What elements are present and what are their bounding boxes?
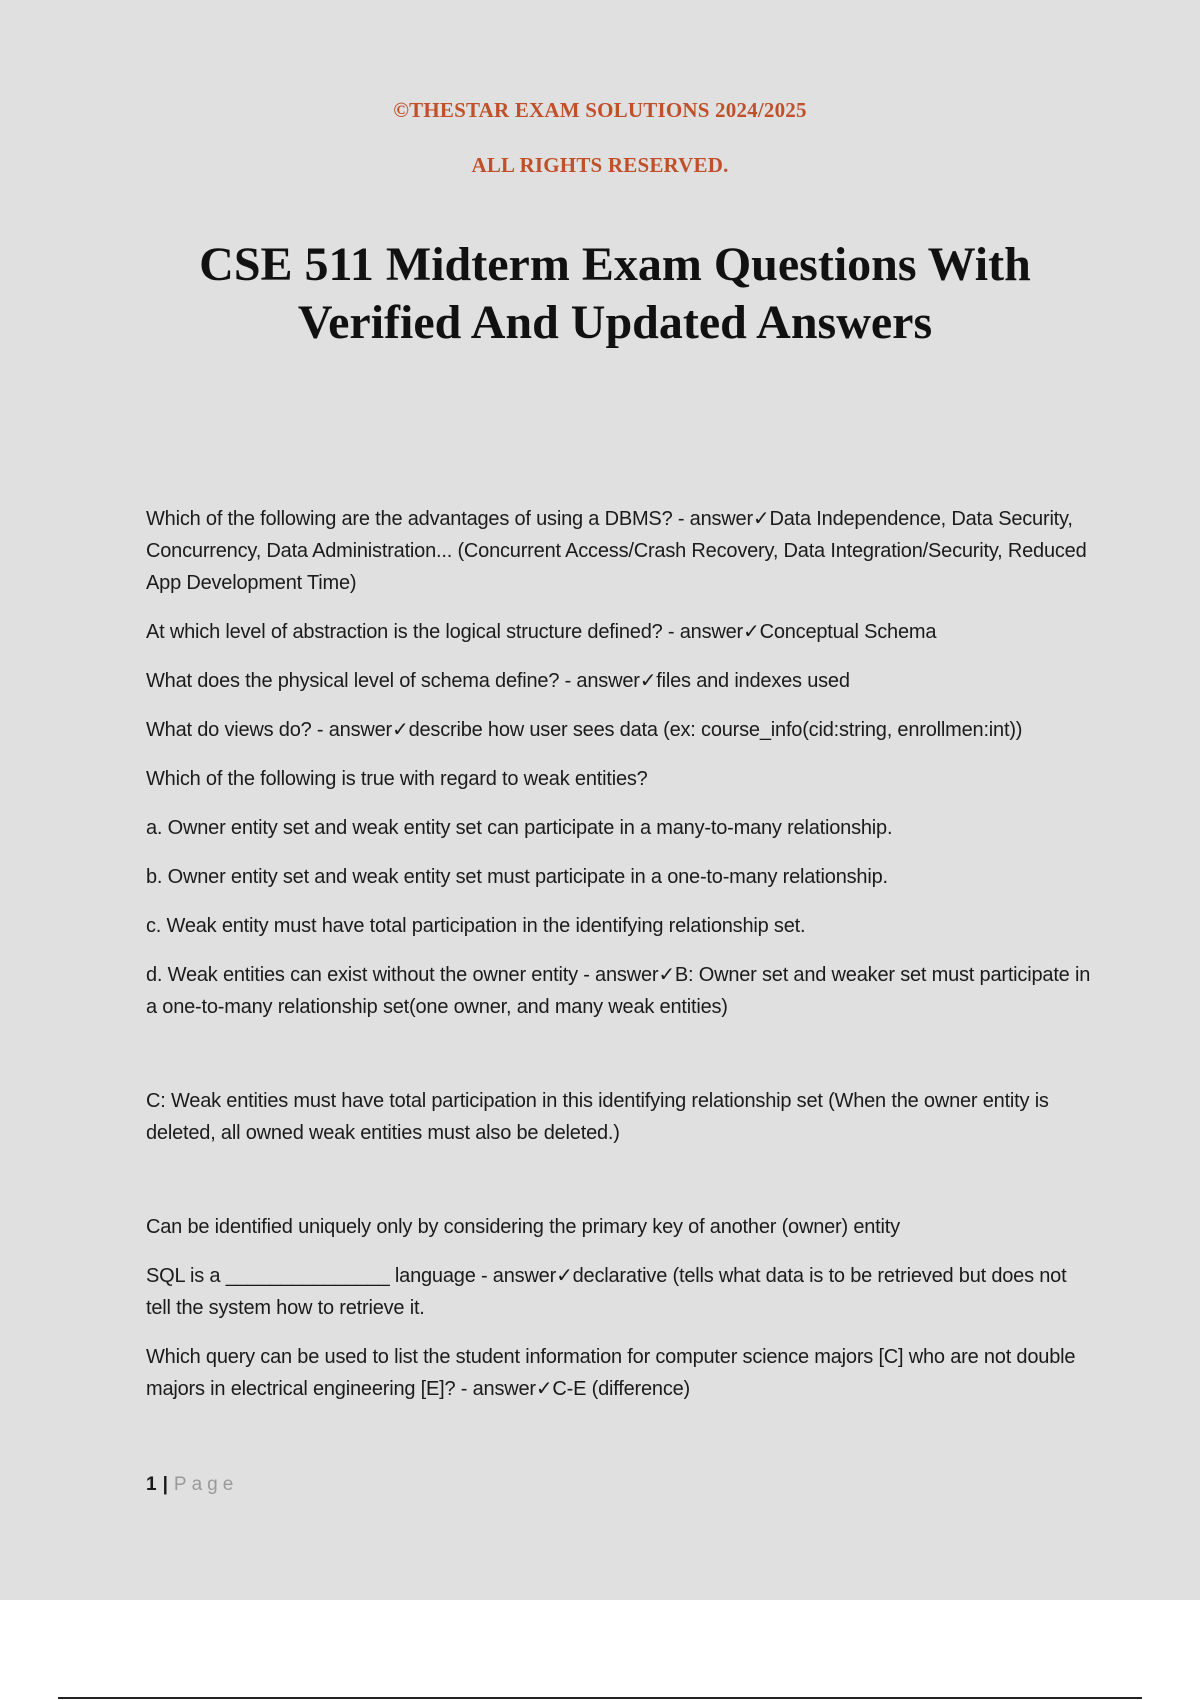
title-line-2: Verified And Updated Answers — [297, 296, 933, 349]
page-separator: | — [162, 1474, 168, 1495]
page-label: Page — [173, 1474, 239, 1495]
weak-entity-definition: Can be identified uniquely only by considering the primary key of another (owner) entity — [146, 1216, 900, 1238]
question-sql-language: SQL is a _______________ language - answer✓declarative (tells what data is to be retrieved but does not tell the system how to retrieve it. — [146, 1265, 1067, 1319]
answer-c-explanation: C: Weak entities must have total participation in this identifying relationship set (When the owner entity is deleted, all owned weak entities must also be deleted.) — [146, 1090, 1049, 1144]
rights-reserved-header: ALL RIGHTS RESERVED. — [471, 153, 729, 177]
question-dbms-advantages: Which of the following are the advantages of using a DBMS? - answer✓Data Independence, Data Security, Concurrency, Data Administration... (Concurrent Access/Crash Recovery, Data Integration/Security, Reduced App Development Time) — [146, 508, 1087, 594]
question-logical-structure: At which level of abstraction is the logical structure defined? - answer✓Conceptual Schema — [146, 621, 937, 643]
option-c: c. Weak entity must have total participation in the identifying relationship set. — [146, 915, 806, 937]
next-page-top-rule — [58, 1697, 1142, 1699]
question-weak-entities: Which of the following is true with regard to weak entities? — [146, 768, 648, 790]
option-b: b. Owner entity set and weak entity set must participate in a one-to-many relationship. — [146, 866, 888, 888]
question-cs-majors: Which query can be used to list the student information for computer science majors [C] who are not double majors in electrical engineering [E]? - answer✓C-E (difference) — [146, 1346, 1076, 1400]
option-a: a. Owner entity set and weak entity set can participate in a many-to-many relationship. — [146, 817, 893, 839]
question-views: What do views do? - answer✓describe how user sees data (ex: course_info(cid:string, enrollmen:int)) — [146, 719, 1023, 741]
option-d-answer: d. Weak entities can exist without the owner entity - answer✓B: Owner set and weaker set must participate in a one-to-many relationship set(one owner, and many weak entities) — [146, 964, 1091, 1018]
copyright-header: ©THESTAR EXAM SOLUTIONS 2024/2025 — [393, 98, 807, 122]
page-number: 1 — [146, 1474, 157, 1495]
page-footer — [146, 1474, 238, 1496]
document-body — [146, 503, 1091, 1422]
question-physical-level: What does the physical level of schema define? - answer✓files and indexes used — [146, 670, 850, 692]
title-line-1: CSE 511 Midterm Exam Questions With — [199, 238, 1031, 291]
document-title — [0, 236, 1200, 352]
